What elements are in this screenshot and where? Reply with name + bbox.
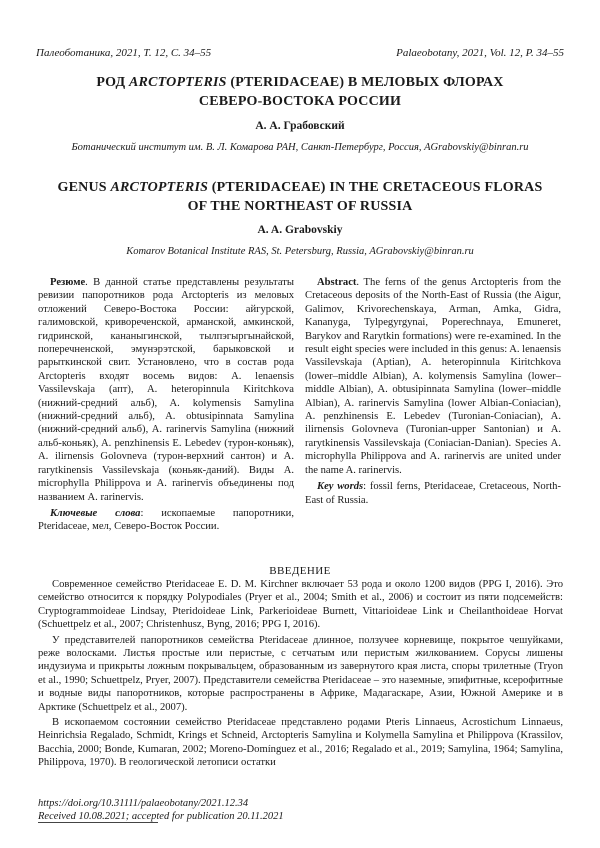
abstract-ru-text: . В данной статье представлены результаты ревизии папоротников рода Arctopteris из меловых отложений Северо-Востока России: айгурской, галимовской, кривореченской, арманской, амкинской, гидринской, кананыгинской, тылпэгыргынайской, поперечненской, эмунэрэтской, барыковской и рарыткинской свит. Установлено, что в состав рода Arctopteris входят восемь видов: A. lenaensis Vassilevskaja (апт), A. heteropinnula Kiritchkova (нижний-средний альб), A. kolymensis Samylina (нижний-средний альб), A. obtusipinnata Samylina (нижний-средний альб), A. rarinervis Samylina (нижний альб-коньяк), A. penzhinensis E. Lebedev (турон-коньяк), A. ilirnensis Golovneva (турон-верхний сантон) и A. rarytkinensis Vassilevskaja (коньяк-даний). Виды A. microphylla Philippova и A. rarinervis объединены под названием A. rarinervis. <box>38 277 294 503</box>
abstract-en-label: Abstract <box>317 277 357 288</box>
abstract-ru-label: Резюме <box>50 277 86 288</box>
keywords-en-label: Key words <box>317 481 364 493</box>
journal-header-ru: Палеоботаника, 2021, Т. 12, С. 34–55 <box>36 47 212 59</box>
abstract-ru <box>38 276 294 534</box>
keywords-ru-text: : ископаемые папоротники, Pteridaceae, мел, Северо-Восток России. <box>38 507 294 533</box>
intro-paragraph-1: Современное семейство Pteridaceae E. D. M. Kirchner включает 53 рода и около 1200 видов (PPG I, 2016). Это семейство относится к порядку Polypodiales (Pryer et al., 2004; Smith et al., 2006) и состоит из пяти подсемейств: Cryptogrammoideae Lindsay, Pteridoideae Link, Parkerioideae Burnett, Vittarioideae Link и Cheilanthoideae Horvat (Schuettpelz et al., 2007; Christenhusz, Byng, 2016; PPG I, 2016). <box>38 579 563 631</box>
intro-paragraph-3: В ископаемом состоянии семейство Pteridaceae представлено родами Pteris Linnaeus, Acrostichum Linnaeus, Heinrichsia Regalado, Schmidt, Krings et Schneid, Arctopteris Samylina и Kolymella Samylina et Philippova (Krassilov, Bacchia, 2000; Bonde, Kumaran, 2002; Moreno-Domínguez et al., 2016; Regalado et al., 2019; Samylina, 1964; Samylina, Philippova, 1970). В геологической летописи остатки <box>38 717 563 769</box>
intro-body <box>38 578 563 772</box>
keywords-ru-label: Ключевые слова <box>50 507 141 519</box>
abstract-en-text: . The ferns of the genus Arctopteris from the Cretaceous deposits of the North-East of Russia (the Aigur, Galimov, Krivorechenskaya, Arman, Amka, Gidra, Kananyga, Tylpegyrgynai, Poperechnaya, Emuneret, Barykov and Rarytkin formations) were re-examined. In the result eight species were included in this genus: A. lenaensis Vassilevskaja (Aptian), A. heteropinnula Kiritchkova (lower–middle Albian), A. kolymensis Samylina (lower–middle Albian), A. obtusipinnata Samylina (lower–middle Albian), A. rarinervis Samylina (lower Albian-Coniacian), A. penzhinensis E. Lebedev (Turonian-Coniacian), A. ilirnensis Golovneva (Turonian-upper Santonian) и A. rarytkinensis Vassilevskaja (Coniacian-Danian). Species A. microphylla Philippova and A. rarinervis are united under the name A. rarinervis. <box>305 277 561 476</box>
received-date: Received 10.08.2021; accepted for publication 20.11.2021 <box>38 811 284 822</box>
section-heading-intro: ВВЕДЕНИЕ <box>269 565 331 577</box>
doi-link[interactable]: https://doi.org/10.31111/palaeobotany/2021.12.34 <box>38 798 249 809</box>
journal-header-en: Palaeobotany, 2021, Vol. 12, P. 34–55 <box>396 47 564 59</box>
title-en: GENUS ARCTOPTERIS (PTERIDACEAE) IN THE CRETACEOUS FLORAS OF THE NORTHEAST OF RUSSIA <box>57 180 543 214</box>
abstract-en <box>305 276 561 507</box>
title-ru: РОД ARCTOPTERIS (PTERIDACEAE) В МЕЛОВЫХ ФЛОРАХ СЕВЕРО-ВОСТОКА РОССИИ <box>96 75 504 109</box>
author-en: A. A. Grabovskiy <box>257 224 343 236</box>
affiliation-en: Komarov Botanical Institute RAS, St. Petersburg, Russia, AGrabovskiy@binran.ru <box>126 246 474 257</box>
affiliation-ru: Ботанический институт им. В. Л. Комарова РАН, Санкт-Петербург, Россия, AGrabovskiy@binran.ru <box>71 142 529 153</box>
keywords-en-text: : fossil ferns, Pteridaceae, Cretaceous, North-East of Russia. <box>305 481 561 506</box>
author-ru: А. А. Грабовский <box>255 120 345 132</box>
intro-paragraph-2: У представителей папоротников семейства Pteridaceae длинное, ползучее корневище, покрытое чешуйками, реже волосками. Листья простые или перистые, с сетчатым или перистым жилкованием. Сорусы лишены индузиума и прикрыты ложным покрывальцем, образованным из завернутого края листа, споры трилетные (Tryon et al., 1990; Schuettpelz, Pryer, 2007). Представители семейства Pteridaceae – это наземные, эпифитные, ксерофитные и водные виды папоротников, которые распространены в Африке, Мадагаскаре, Азии, Южной Америке и в Арктике (Schuettpelz et al., 2007). <box>38 634 563 713</box>
footer-divider <box>38 822 158 823</box>
